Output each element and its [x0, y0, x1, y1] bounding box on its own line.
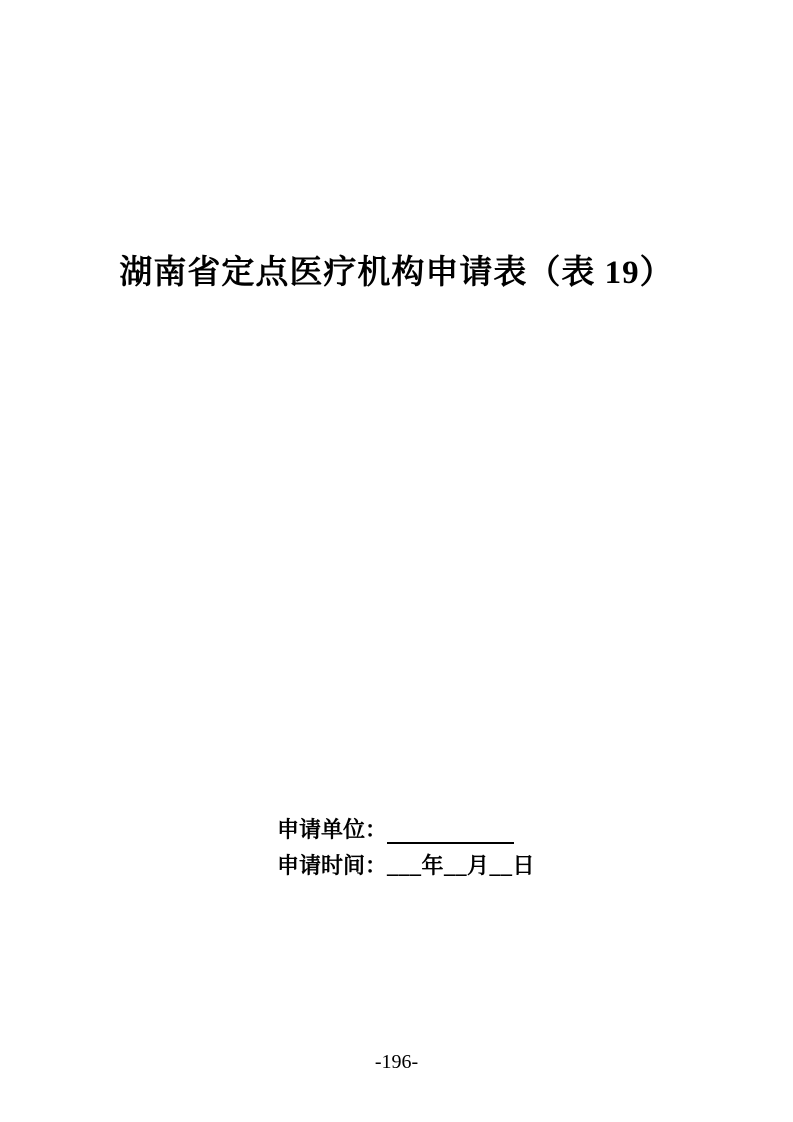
- applicant-unit-label: 申请单位：: [277, 817, 388, 842]
- applicant-unit-row: [277, 812, 535, 848]
- applicant-block: [277, 812, 535, 884]
- document-title: 湖南省定点医疗机构申请表（表 19）: [119, 255, 674, 291]
- applicant-unit-fill-line: [387, 816, 514, 844]
- applicant-date-value: ___年__月__日: [387, 853, 536, 878]
- applicant-date-label: 申请时间：: [277, 853, 388, 878]
- applicant-date-row: [277, 848, 535, 884]
- page-number: -196-: [374, 1051, 419, 1073]
